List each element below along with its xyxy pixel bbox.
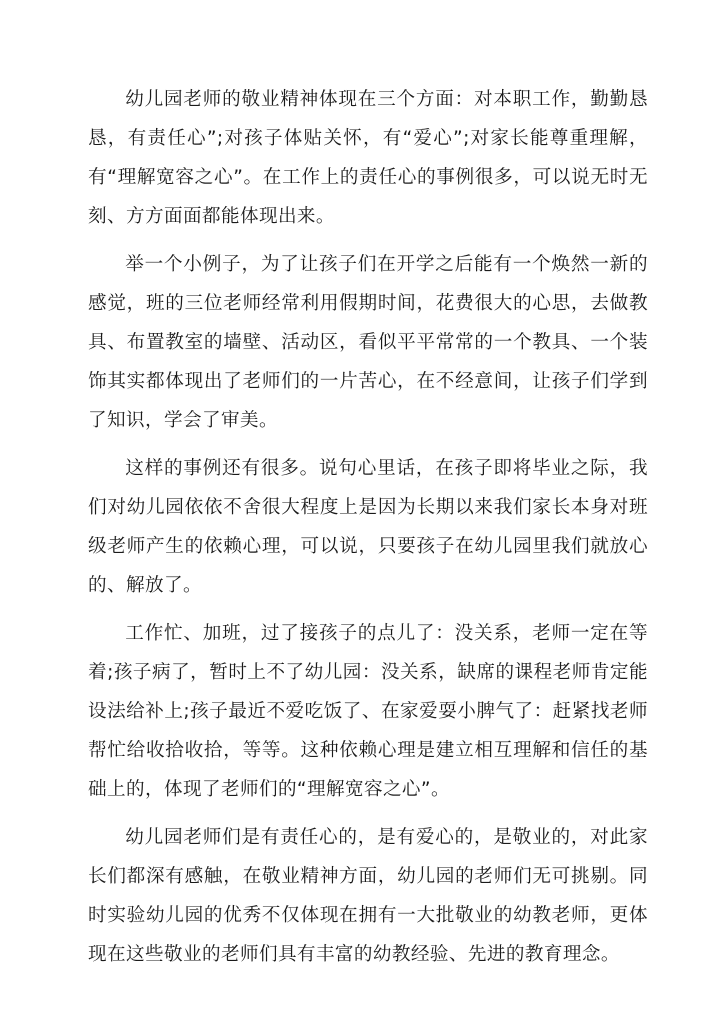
paragraph-4: 工作忙、加班，过了接孩子的点儿了：没关系，老师一定在等着;孩子病了，暂时上不了幼儿园：没关系，缺席的课程老师肯定能设法给补上;孩子最近不爱吃饭了、在家爱耍小脾气了：赶紧找老师帮忙给收拾收拾，等等。这种依赖心理是建立相互理解和信任的基础上的，体现了老师们的“理解宽容之心”。 [88, 623, 648, 800]
paragraph-5: 幼儿园老师们是有责任心的，是有爱心的，是敬业的，对此家长们都深有感触，在敬业精神方面，幼儿园的老师们无可挑剔。同时实验幼儿园的优秀不仅体现在拥有一大批敬业的幼教老师，更体现在这些敬业的老师们具有丰富的幼教经验、先进的教育理念。 [88, 827, 648, 965]
paragraph-3: 这样的事例还有很多。说句心里话，在孩子即将毕业之际，我们对幼儿园依依不舍很大程度上是因为长期以来我们家长本身对班级老师产生的依赖心理，可以说，只要孩子在幼儿园里我们就放心的、解放了。 [88, 458, 648, 596]
paragraph-1: 幼儿园老师的敬业精神体现在三个方面：对本职工作，勤勤恳恳，有责任心”;对孩子体贴关怀，有“爱心”;对家长能尊重理解，有“理解宽容之心”。在工作上的责任心的事例很多，可以说无时无刻、方方面面都能体现出来。 [88, 89, 648, 227]
document-body [88, 80, 648, 983]
paragraph-2: 举一个小例子，为了让孩子们在开学之后能有一个焕然一新的感觉，班的三位老师经常利用假期时间，花费很大的心思，去做教具、布置教室的墙壁、活动区，看似平平常常的一个教具、一个装饰其实都体现出了老师们的一片苦心，在不经意间，让孩子们学到了知识，学会了审美。 [88, 254, 648, 431]
